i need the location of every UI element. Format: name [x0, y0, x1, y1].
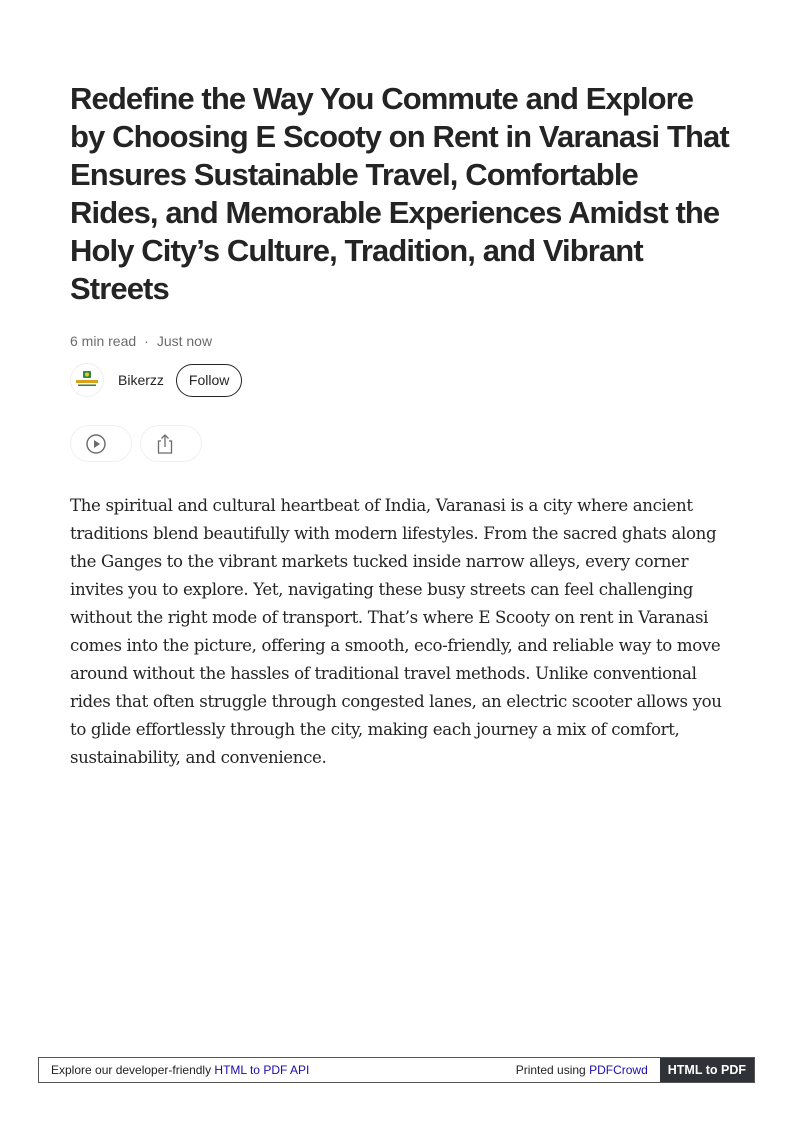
html-to-pdf-api-link[interactable]: HTML to PDF API	[214, 1063, 310, 1077]
article-actions	[70, 425, 730, 462]
article-meta	[70, 333, 730, 349]
footer-printed-text: Printed using	[515, 1063, 590, 1077]
article-body: The spiritual and cultural heartbeat of India, Varanasi is a city where ancient traditions blend beautifully with modern lifestyles. From the sacred ghats along the Ganges to the vibrant markets tucked inside narrow alleys, every corner invites you to explore. Yet, navigating these busy streets can feel challenging without the right mode of transport. That’s where E Scooty on rent in Varanasi comes into the picture, offering a smooth, eco-friendly, and reliable way to move around without the hassles of traditional travel methods. Unlike conventional rides that often struggle through congested lanes, an electric scooter allows you to glide effortlessly through the city, making each journey a mix of comfort, sustainability, and convenience.	[70, 496, 722, 767]
bikerzz-logo-icon	[74, 370, 100, 390]
play-circle-icon	[85, 433, 107, 455]
listen-button[interactable]	[70, 425, 132, 462]
follow-button[interactable]: Follow	[176, 364, 242, 397]
avatar[interactable]	[70, 363, 104, 397]
meta-separator: ·	[144, 333, 149, 349]
share-button[interactable]	[140, 425, 202, 462]
article	[70, 80, 730, 789]
pdfcrowd-link[interactable]: PDFCrowd	[589, 1063, 648, 1077]
author-name[interactable]: Bikerzz	[118, 372, 164, 388]
article-title: Redefine the Way You Commute and Explore by Choosing E Scooty on Rent in Varanasi That Ensures Sustainable Travel, Comfortable Rides, and Memorable Experiences Amidst the Holy City’s Culture, Tradition, and Vibrant Streets	[70, 81, 729, 306]
pdfcrowd-footer	[38, 1057, 755, 1083]
read-time: 6 min read	[70, 333, 137, 349]
footer-printed	[516, 1063, 660, 1077]
publish-time: Just now	[156, 333, 213, 349]
footer-explore	[39, 1063, 516, 1077]
share-icon	[155, 433, 175, 455]
footer-explore-text: Explore our developer-friendly	[51, 1063, 215, 1077]
html-to-pdf-badge[interactable]: HTML to PDF	[660, 1058, 754, 1082]
author-row	[70, 363, 730, 397]
